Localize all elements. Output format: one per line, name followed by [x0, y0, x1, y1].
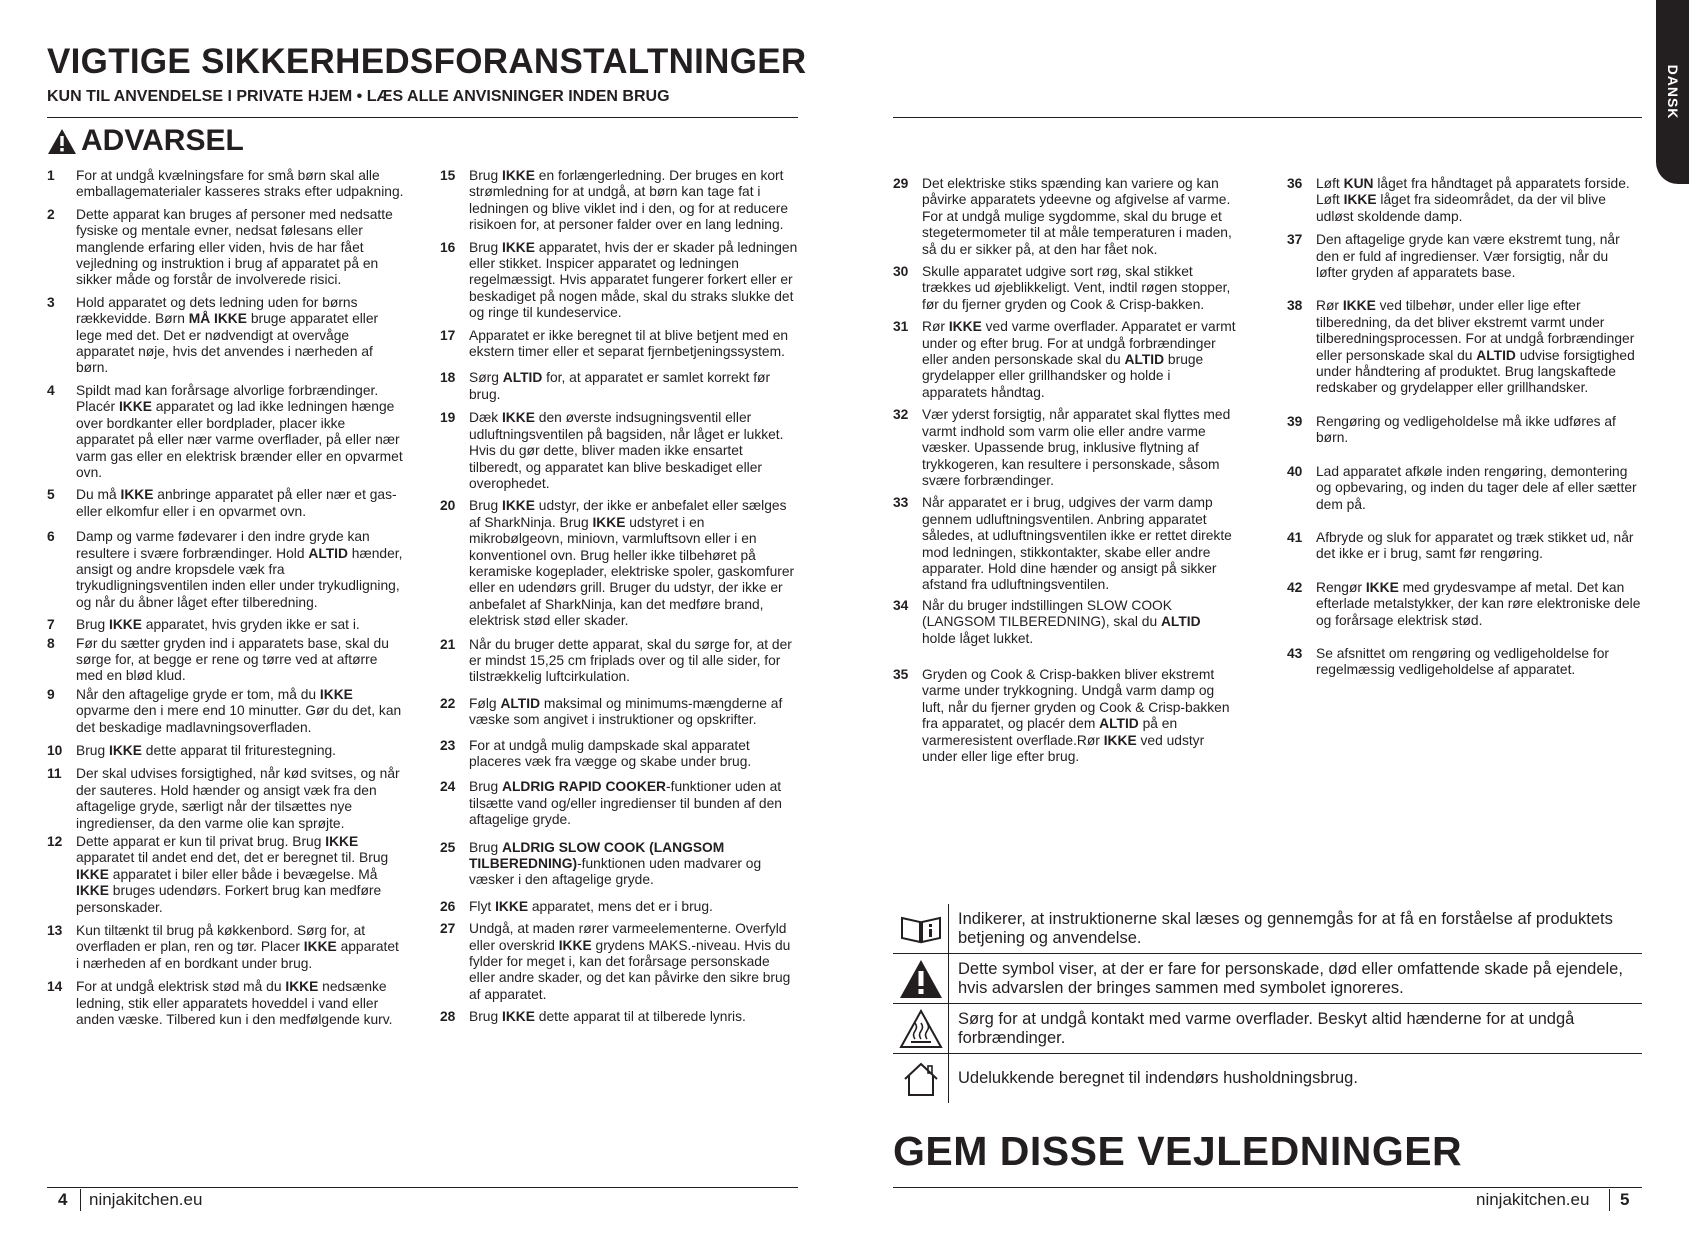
footer-rule-right: [893, 1187, 1642, 1188]
symbol-text: Dette symbol viser, at der er fare for personskade, død eller omfattende skade på ejendele, hvis advarslen der bringes sammen med symbolet ignoreres.: [958, 959, 1623, 997]
safety-item-text: Skulle apparatet udgive sort røg, skal stikket trækkes ud øjeblikkeligt. Vent, indtil røgen stopper, før du fjerner gryden og Cook & Crisp-bakken.: [922, 264, 1231, 312]
safety-item: [1287, 646, 1642, 679]
safety-item-number: 43: [1287, 645, 1303, 661]
safety-item-text: Brug IKKE dette apparat til at tilberede lynris.: [469, 1009, 746, 1025]
safety-item-number: 17: [440, 327, 456, 343]
symbol-row: [893, 904, 1642, 954]
safety-item-text: Når du bruger dette apparat, skal du sørge for, at der er mindst 15,25 cm friplads over og til alle sider, for tilstrækkelig luftcirkulation.: [469, 636, 792, 685]
safety-item-text: Der skal udvises forsigtighed, når kød svitses, og når der sauteres. Hold hænder og ansigt væk fra den aftagelige gryde, særligt når der tilsættes nye ingredienser, da den varme olie kan sprøjte.: [76, 766, 400, 831]
column-3: [893, 176, 1238, 787]
safety-item-text: Den aftagelige gryde kan være ekstremt tung, når den er fuld af ingredienser. Vær forsigtig, når du løfter gryden af apparatets base.: [1316, 232, 1620, 281]
safety-item: [440, 840, 798, 889]
safety-item: [47, 383, 405, 481]
safety-item-text: Kun tiltænkt til brug på køkkenbord. Sørg for, at overfladen er plan, ren og tør. Placer IKKE apparatet i nærheden af en bordkant under brug.: [76, 923, 399, 971]
page-title: VIGTIGE SIKKERHEDSFORANSTALTNINGER: [47, 42, 807, 81]
safety-item-text: Sørg ALTID for, at apparatet er samlet korrekt før brug.: [469, 370, 771, 402]
safety-item: [893, 598, 1238, 647]
safety-item: [47, 834, 405, 916]
safety-item: [893, 176, 1238, 258]
safety-item: [47, 295, 405, 377]
safety-item-number: 15: [440, 168, 456, 183]
safety-item-text: Når apparatet er i brug, udgives der varm damp gennem udluftningsventilen. Anbring apparatet således, at udluftningsventilen ikke er rettet direkte mod ledningen, stikkontakter, skabe eller andre apparater. Hold dine hænder og ansigt på sikker afstand fra udluftningsventilen.: [922, 495, 1232, 593]
safety-item-number: 6: [47, 529, 55, 545]
symbol-text: Sørg for at undgå kontakt med varme overflader. Beskyt altid hænderne for at undgå forbrændinger.: [958, 1009, 1575, 1047]
safety-item-number: 7: [47, 617, 55, 633]
safety-item: [47, 168, 405, 201]
safety-item: [440, 498, 798, 629]
safety-item: [440, 738, 798, 771]
safety-item-number: 10: [47, 743, 63, 758]
safety-item-text: For at undgå kvælningsfare for små børn skal alle emballagematerialer kasseres straks efter udpakning.: [76, 168, 404, 200]
safety-item: [440, 328, 798, 361]
safety-item-text: Brug ALDRIG SLOW COOK (LANGSOM TILBEREDNING)-funktionen uden madvarer og væsker i den aftagelige gryde.: [469, 839, 762, 888]
safety-item-number: 23: [440, 737, 456, 753]
safety-item-number: 40: [1287, 463, 1303, 479]
safety-item-text: Følg ALTID maksimal og minimums-mængderne af væske som angivet i instruktioner og opskrifter.: [469, 695, 783, 728]
safety-item-number: 34: [893, 597, 909, 613]
safety-item: [440, 410, 798, 492]
safety-item-number: 28: [440, 1009, 456, 1025]
safety-item: [893, 407, 1238, 489]
safety-item: [1287, 232, 1642, 281]
safety-item: [440, 696, 798, 729]
safety-item-text: Brug IKKE apparatet, hvis gryden ikke er sat i.: [76, 617, 360, 633]
safety-item-number: 18: [440, 370, 456, 386]
safety-item-number: 2: [47, 206, 55, 222]
safety-item-number: 19: [440, 410, 456, 426]
safety-item: [47, 487, 405, 520]
safety-item-text: Brug IKKE dette apparat til friturestegning.: [76, 743, 336, 758]
warning-triangle-icon: [899, 959, 943, 999]
footer-website-left[interactable]: ninjakitchen.eu: [89, 1190, 203, 1209]
safety-item-text: Dette apparat kan bruges af personer med nedsatte fysiske og mentale evner, nedsat følesans eller manglende erfaring eller viden, hvis de har fået vejledning og instruktion i brug af apparatet på en sikker måde og forstår de involverede risici.: [76, 206, 393, 288]
safety-item: [47, 617, 405, 633]
safety-item-text: Løft KUN låget fra håndtaget på apparatets forside. Løft IKKE låget fra sideområdet, da der vil blive udløst skoldende damp.: [1316, 176, 1630, 224]
safety-item: [440, 637, 798, 686]
safety-item-number: 39: [1287, 413, 1303, 429]
safety-item-number: 41: [1287, 529, 1303, 545]
safety-item: [893, 264, 1238, 313]
safety-item-number: 27: [440, 921, 456, 937]
safety-item-number: 9: [47, 686, 55, 702]
safety-item-number: 3: [47, 294, 55, 310]
safety-item-text: Lad apparatet afkøle inden rengøring, demontering og opbevaring, og inden du tager dele af eller sætter dem på.: [1316, 463, 1637, 512]
safety-item-text: Dæk IKKE den øverste indsugningsventil eller udluftningsventilen på bagsiden, når låget er lukket. Hvis du gør dette, bliver maden ikke ensartet tilberedt, og apparatet kan blive beskadiget eller overophedet.: [469, 410, 784, 491]
symbol-row: [893, 1004, 1642, 1054]
safety-item: [47, 743, 405, 759]
safety-item-number: 14: [47, 979, 63, 995]
safety-item-text: Rengøring og vedligeholdelse må ikke udføres af børn.: [1316, 413, 1616, 446]
safety-item-text: Vær yderst forsigtig, når apparatet skal flyttes med varmt indhold som varm olie eller andre varme væsker. Upassende brug, inklusive flytning af trykkogeren, kan resultere i personskade, såsom svære forbrændinger.: [922, 407, 1231, 488]
safety-item-number: 21: [440, 636, 456, 652]
safety-item-number: 26: [440, 898, 456, 914]
safety-item: [1287, 176, 1642, 225]
closing-heading: GEM DISSE VEJLEDNINGER: [893, 1128, 1463, 1174]
safety-item-number: 37: [1287, 232, 1303, 248]
safety-item: [440, 779, 798, 828]
safety-item-text: Når den aftagelige gryde er tom, må du IKKE opvarme den i mere end 10 minutter. Gør du det, kan det beskadige madlavningsoverfladen.: [76, 686, 402, 735]
safety-item-text: Se afsnittet om rengøring og vedligeholdelse for regelmæssig vedligeholdelse af apparatet.: [1316, 645, 1609, 678]
safety-item-text: Damp og varme fødevarer i den indre gryde kan resultere i svære forbrændinger. Hold ALTID hænder, ansigt og andre kropsdele væk fra trykudligningsventilen inden eller under trykudligning, og når du åbner låget efter tilberedning.: [76, 529, 403, 610]
safety-item-text: For at undgå elektrisk stød må du IKKE nedsænke ledning, stik eller apparatets hoveddel i vand eller anden væske. Tilbered kun i den medfølgende kurv.: [76, 979, 393, 1028]
symbol-rule: [893, 953, 1642, 954]
warning-triangle-icon: [47, 128, 77, 155]
safety-item-text: Brug IKKE apparatet, hvis der er skader på ledningen eller stikket. Inspicer apparatet og ledningen regelmæssigt. Hvis apparatet fungerer forkert eller er beskadiget på nogen måde, skal du straks slukke det og ringe til kundeservice.: [469, 239, 798, 321]
page-subtitle: KUN TIL ANVENDELSE I PRIVATE HJEM • LÆS ALLE ANVISNINGER INDEN BRUG: [47, 88, 670, 105]
safety-item-text: Brug ALDRIG RAPID COOKER-funktioner uden at tilsætte vand og/eller ingredienser til bunden af den aftagelige gryde.: [469, 779, 782, 828]
safety-item-text: Apparatet er ikke beregnet til at blive betjent med en ekstern timer eller et separat fjernbetjeningssystem.: [469, 327, 789, 360]
safety-item: [1287, 414, 1642, 447]
safety-item-number: 4: [47, 382, 55, 398]
safety-item-number: 30: [893, 264, 909, 280]
safety-item-text: Rengør IKKE med grydesvampe af metal. Det kan efterlade metalstykker, der kan røre elektroniske dele og forårsage elektrisk stød.: [1316, 579, 1641, 628]
safety-item-number: 13: [47, 923, 63, 939]
symbol-text: Indikerer, at instruktionerne skal læses og gennemgås for at få en forståelse af produktets betjening og anvendelse.: [958, 909, 1613, 947]
safety-item: [1287, 464, 1642, 513]
safety-item: [440, 1009, 798, 1025]
safety-item-number: 5: [47, 487, 55, 503]
safety-item: [47, 636, 405, 685]
safety-item-text: Du må IKKE anbringe apparatet på eller nær et gas- eller elkomfur eller i en opvarmet ovn.: [76, 487, 397, 519]
symbol-legend: [893, 904, 1642, 1103]
safety-item: [47, 979, 405, 1028]
language-tab-label: DANSK: [1664, 64, 1681, 120]
safety-item: [440, 168, 798, 234]
footer-divider-left: [80, 1189, 81, 1211]
column-2: [440, 168, 798, 1032]
hot-surface-icon: [899, 1009, 943, 1049]
safety-item-number: 36: [1287, 176, 1303, 191]
safety-item-number: 38: [1287, 298, 1303, 314]
safety-item: [893, 667, 1238, 765]
safety-item-number: 1: [47, 168, 55, 183]
safety-item: [47, 766, 405, 832]
safety-item-text: Rør IKKE ved varme overflader. Apparatet er varmt under og efter brug. For at undgå forbrændinger eller anden personskade skal du ALTID bruge grydelapper eller grillhandsker og holde i apparatets håndtag.: [922, 319, 1236, 400]
safety-item-number: 35: [893, 666, 909, 682]
safety-item-number: 32: [893, 407, 909, 423]
safety-item-text: Gryden og Cook & Crisp-bakken bliver ekstremt varme under trykkogning. Undgå varm damp og luft, når du fjerner gryden og Cook & Crisp-bakken fra apparatet, og placér dem ALTID på en varmeresistent overflade.Rør IKKE ved udstyr under eller lige efter brug.: [922, 666, 1230, 764]
safety-item: [1287, 530, 1642, 563]
safety-item-number: 16: [440, 239, 456, 255]
safety-item-number: 33: [893, 495, 909, 511]
language-tab: [1656, 0, 1689, 184]
footer-website-right[interactable]: ninjakitchen.eu: [1476, 1190, 1590, 1209]
safety-item-number: 12: [47, 834, 63, 850]
safety-item-text: Rør IKKE ved tilbehør, under eller lige efter tilberedning, da det bliver ekstremt varmt under tilberedningsprocessen. For at undgå forbrændinger eller personskade skal du ALTID udvise forsigtighed under håndtering af produktet. Brug langskaftede redskaber og grydelapper eller grillhandsker.: [1316, 298, 1635, 396]
safety-item-number: 20: [440, 498, 456, 514]
safety-item-number: 11: [47, 766, 62, 782]
safety-item-number: 8: [47, 635, 55, 651]
header-rule-left: [47, 117, 798, 118]
column-4: [1287, 176, 1642, 696]
footer-rule-left: [47, 1187, 798, 1188]
safety-item-text: Flyt IKKE apparatet, mens det er i brug.: [469, 898, 713, 914]
safety-item-text: Før du sætter gryden ind i apparatets base, skal du sørge for, at begge er rene og tørre ved at aftørre med en blød klud.: [76, 635, 389, 684]
safety-item-number: 42: [1287, 579, 1303, 595]
safety-item-number: 29: [893, 176, 909, 191]
safety-item: [893, 319, 1238, 401]
safety-item-number: 31: [893, 319, 909, 335]
header-rule-right: [893, 117, 1642, 118]
left-page-number: 4: [58, 1190, 68, 1209]
safety-item: [47, 923, 405, 972]
column-1: [47, 168, 405, 1036]
safety-item-text: Brug IKKE en forlængerledning. Der bruges en kort strømledning for at undgå, at børn kan tage fat i ledningen og blive viklet ind i den, og for at reducere risikoen for, at personer falder over en lang ledning.: [469, 168, 789, 233]
safety-item: [440, 899, 798, 915]
safety-item: [440, 240, 798, 322]
safety-item: [440, 370, 798, 403]
symbol-row: [893, 954, 1642, 1004]
house-icon: [901, 1061, 941, 1097]
safety-item-number: 22: [440, 695, 456, 711]
safety-item-number: 24: [440, 779, 456, 795]
symbol-text: Udelukkende beregnet til indendørs husholdningsbrug.: [958, 1069, 1358, 1087]
safety-item: [893, 495, 1238, 593]
warning-label: ADVARSEL: [81, 124, 244, 157]
footer-divider-right: [1609, 1189, 1610, 1211]
safety-item-text: Undgå, at maden rører varmeelementerne. Overfyld eller overskrid IKKE grydens MAKS.-niveau. Hvis du fylder for meget i, kan det forårsage personskade eller andre skader, og det kan påvirke den sikre brug af apparatet.: [469, 921, 791, 1002]
safety-item: [47, 687, 405, 736]
symbol-row: [893, 1054, 1642, 1103]
safety-item-text: Brug IKKE udstyr, der ikke er anbefalet eller sælges af SharkNinja. Brug IKKE udstyret i en mikrobølgeovn, miniovn, varmluftsovn eller i en konventionel ovn. Brug heller ikke tilbehøret på keramiske kogeplader, elektriske spoler, gaskomfurer eller en udendørs grill. Bruger du udstyr, der ikke er anbefalet af SharkNinja, kan det medføre brand, elektrisk stød eller skader.: [469, 498, 795, 629]
safety-item: [47, 207, 405, 289]
safety-item-text: Hold apparatet og dets ledning uden for børns rækkevidde. Børn MÅ IKKE bruge apparatet eller lege med det. Det er nødvendigt at overvåge apparatet nøje, hvis det anvendes i nærheden af børn.: [76, 294, 379, 376]
safety-item-text: Det elektriske stiks spænding kan variere og kan påvirke apparatets ydeevne og afgivelse af varme. For at undgå mulige sygdomme, skal du bruge et stegetermometer til at måle temperaturen i maden, så du er sikker på, at den har fået nok.: [922, 176, 1232, 257]
safety-item: [440, 921, 798, 1003]
safety-item-text: Spildt mad kan forårsage alvorlige forbrændinger. Placér IKKE apparatet og lad ikke ledningen hænge over bordkanter eller bordplader, placer ikke apparatet på eller nær varme overflader, på eller nær varm gas eller en elektrisk brænder eller en opvarmet ovn.: [76, 382, 403, 480]
safety-item-text: For at undgå mulig dampskade skal apparatet placeres væk fra vægge og skabe under brug.: [469, 737, 752, 769]
right-page-number: 5: [1620, 1190, 1630, 1209]
warning-heading: [47, 124, 244, 158]
safety-item: [1287, 580, 1642, 629]
safety-item: [47, 529, 405, 611]
info-manual-icon: [900, 914, 942, 944]
safety-item-text: Dette apparat er kun til privat brug. Brug IKKE apparatet til andet end det, det er beregnet til. Brug IKKE apparatet i biler eller både i bevægelse. Må IKKE bruges udendørs. Forkert brug kan medføre personskader.: [76, 834, 389, 915]
safety-item-number: 25: [440, 839, 456, 855]
safety-item-text: Når du bruger indstillingen SLOW COOK (LANGSOM TILBEREDNING), skal du ALTID holde låget lukket.: [922, 597, 1201, 646]
safety-item-text: Afbryde og sluk for apparatet og træk stikket ud, når det ikke er i brug, samt før rengøring.: [1316, 529, 1634, 562]
safety-item: [1287, 298, 1642, 396]
